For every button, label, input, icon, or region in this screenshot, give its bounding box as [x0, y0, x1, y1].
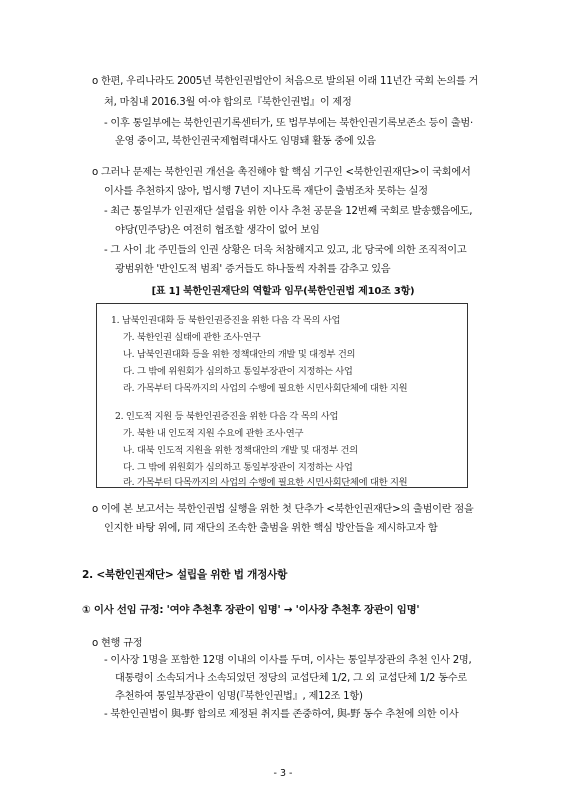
table-group-1-item: 다. 그 밖에 위원회가 심의하고 통일부장관이 지정하는 사업	[123, 366, 353, 377]
table-group-1-item: 가. 북한인권 실태에 관한 조사·연구	[123, 332, 261, 343]
page-number: - 3 -	[273, 768, 293, 779]
table-group-2-title: 2. 인도적 지원 등 북한인권증진을 위한 다음 각 목의 사업	[115, 411, 339, 422]
table-group-2-item: 라. 가목부터 다목까지의 사업의 수행에 필요한 시민사회단체에 대한 지원	[123, 477, 408, 488]
table-caption: [표 1] 북한인권재단의 역할과 임무(북한인권법 제10조 3항)	[151, 286, 415, 297]
bullet-1-line-1: o 한편, 우리나라도 2005년 북한인권법안이 처음으로 발의된 이래 11년간 국회 논의를 거	[92, 76, 479, 87]
table-group-1-item: 라. 가목부터 다목까지의 사업의 수행에 필요한 시민사회단체에 대한 지원	[123, 383, 408, 394]
table-group-2-item: 다. 그 밖에 위원회가 심의하고 통일부장관이 지정하는 사업	[123, 462, 353, 473]
bullet-2-sub-2-line-1: - 그 사이 北 주민들의 인권 상황은 더욱 처참해지고 있고, 北 당국에 의한 조직적이고	[104, 245, 467, 256]
section-heading: 2. <북한인권재단> 설립을 위한 법 개정사항	[82, 569, 288, 581]
current-sub-1-line-3: 추천하여 통일부장관이 임명(『북한인권법』, 제12조 1항)	[115, 691, 363, 702]
bullet-2-sub-1-line-2: 야당(민주당)은 여전히 협조할 생각이 없어 보임	[115, 225, 320, 236]
table-box	[96, 303, 468, 488]
bullet-1-sub-1-line-2: 운영 중이고, 북한인권국제협력대사도 임명돼 활동 중에 있음	[115, 136, 376, 147]
current-sub-2-line-1: - 북한인권법이 與-野 합의로 제정된 취지를 존중하여, 與-野 동수 추천에 의한 이사	[104, 709, 459, 720]
after-table-line-2: 인지한 바탕 위에, 同 재단의 조속한 출범을 위한 핵심 방안들을 제시하고자 함	[104, 523, 438, 534]
bullet-2-line-2: 이사를 추천하지 않아, 법시행 7년이 지나도록 재단이 출범조차 못하는 실정	[104, 186, 428, 197]
bullet-1-sub-1-line-1: - 이후 통일부에는 북한인권기록센터가, 또 법무부에는 북한인권기록보존소 등이 출범·	[104, 118, 473, 129]
bullet-2-sub-2-line-2: 광범위한 '반인도적 범죄' 증거들도 하나둘씩 자취를 감추고 있음	[115, 264, 391, 275]
table-group-1-item: 나. 남북인권대화 등을 위한 정책대안의 개발 및 대정부 건의	[123, 349, 356, 360]
current-sub-1-line-1: - 이사장 1명을 포함한 12명 이내의 이사를 두며, 이사는 통일부장관의 추천 인사 2명,	[104, 655, 472, 666]
table-group-2-item: 가. 북한 내 인도적 지원 수요에 관한 조사·연구	[123, 428, 304, 439]
bullet-2-line-1: o 그러나 문제는 북한인권 개선을 촉진해야 할 핵심 기구인 <북한인권재단>이 국회에서	[92, 167, 471, 178]
table-group-2-item: 나. 대북 인도적 지원을 위한 정책대안의 개발 및 대정부 건의	[123, 445, 358, 456]
current-label: o 현행 규정	[92, 638, 143, 649]
table-group-1-title: 1. 남북인권대화 등 북한인권증진을 위한 다음 각 목의 사업	[111, 315, 341, 326]
subheading: ① 이사 선임 규정: '여야 추천후 장관이 임명' → '이사장 추천후 장관이 임명'	[82, 604, 420, 616]
bullet-1-line-2: 쳐, 마침내 2016.3월 여·야 합의로『북한인권법』이 제정	[104, 97, 352, 108]
bullet-2-sub-1-line-1: - 최근 통일부가 인권재단 설립을 위한 이사 추천 공문을 12번째 국회로 발송했음에도,	[104, 206, 473, 217]
after-table-line-1: o 이에 본 보고서는 북한인권법 실행을 위한 첫 단추가 <북한인권재단>의 출범이란 점을	[92, 504, 474, 515]
current-sub-1-line-2: 대통령이 소속되거나 소속되었던 정당의 교섭단체 1/2, 그 외 교섭단체 1/2 동수로	[115, 673, 467, 684]
